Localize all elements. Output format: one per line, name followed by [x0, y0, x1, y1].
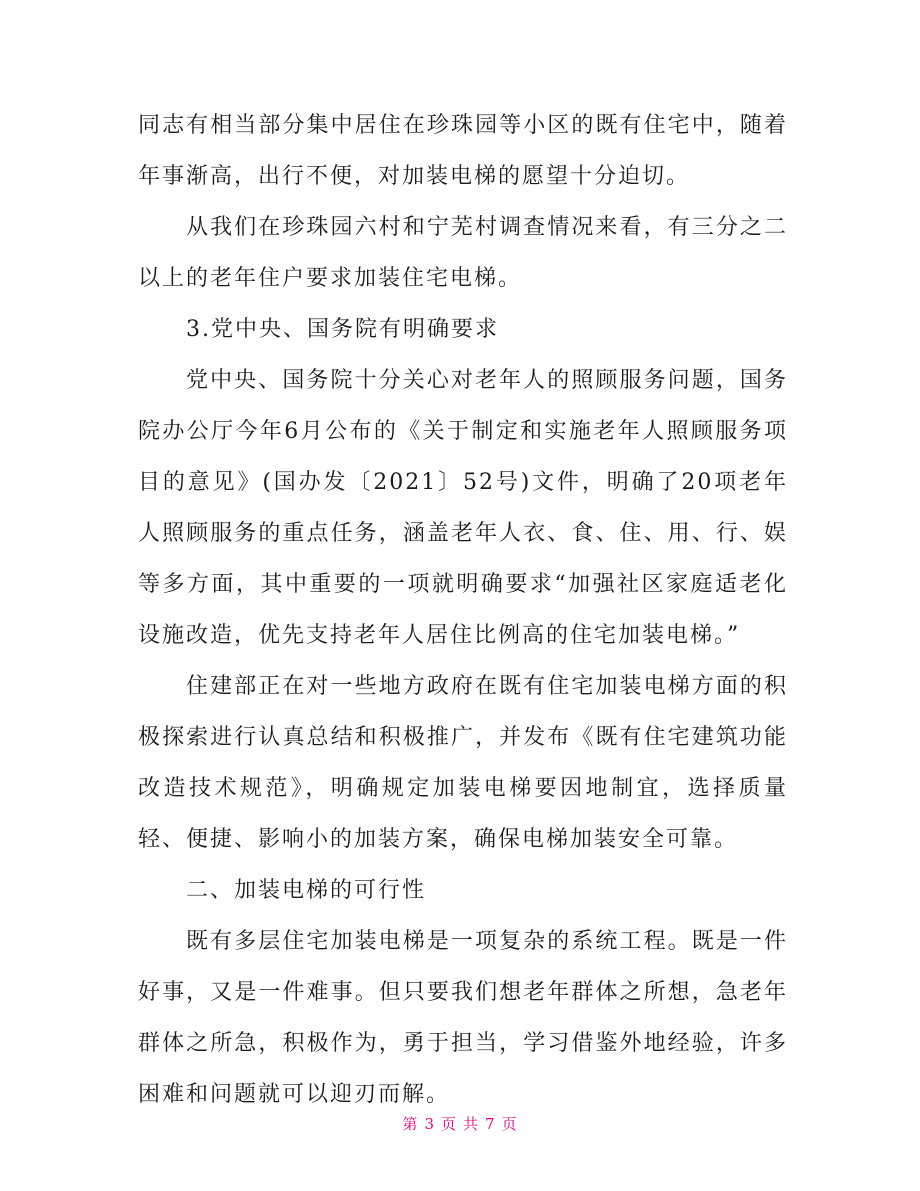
page-unit: 页 — [440, 1115, 457, 1133]
total-unit: 页 — [501, 1115, 518, 1133]
document-body — [138, 100, 788, 1120]
current-page-number: 3 — [424, 1115, 435, 1133]
page-number-footer — [0, 1113, 920, 1134]
section-heading-requirements: 3.党中央、国务院有明确要求 — [186, 317, 499, 342]
total-prefix: 共 — [463, 1115, 480, 1133]
paragraph-continuation: 同志有相当部分集中居住在珍珠园等小区的既有住宅中，随着年事渐高，出行不便，对加装电梯的愿望十分迫切。 — [138, 113, 788, 189]
paragraph-housing-ministry: 住建部正在对一些地方政府在既有住宅加装电梯方面的积极探索进行认真总结和积极推广，并发布《既有住宅建筑功能改造技术规范》，明确规定加装电梯要因地制宜，选择质量轻、便捷、影响小的加装方案，确保电梯加装安全可靠。 — [138, 674, 788, 852]
paragraph-feasibility: 既有多层住宅加装电梯是一项复杂的系统工程。既是一件好事，又是一件难事。但只要我们想老年群体之所想，急老年群体之所急，积极作为，勇于担当，学习借鉴外地经验，许多困难和问题就可以迎刃而解。 — [138, 929, 788, 1107]
paragraph-state-council: 党中央、国务院十分关心对老年人的照顾服务问题，国务院办公厅今年6月公布的《关于制定和实施老年人照顾服务项目的意见》(国办发〔2021〕52号)文件，明确了20项老年人照顾服务的重点任务，涵盖老年人衣、食、住、用、行、娱等多方面，其中重要的一项就明确要求“加强社区家庭适老化设施改造，优先支持老年人居住比例高的住宅加装电梯。” — [138, 368, 788, 648]
page-prefix: 第 — [402, 1115, 419, 1133]
paragraph-survey: 从我们在珍珠园六村和宁芜村调查情况来看，有三分之二以上的老年住户要求加装住宅电梯。 — [138, 215, 788, 291]
total-pages-number: 7 — [485, 1115, 496, 1133]
section-heading-feasibility: 二、加装电梯的可行性 — [186, 878, 427, 903]
